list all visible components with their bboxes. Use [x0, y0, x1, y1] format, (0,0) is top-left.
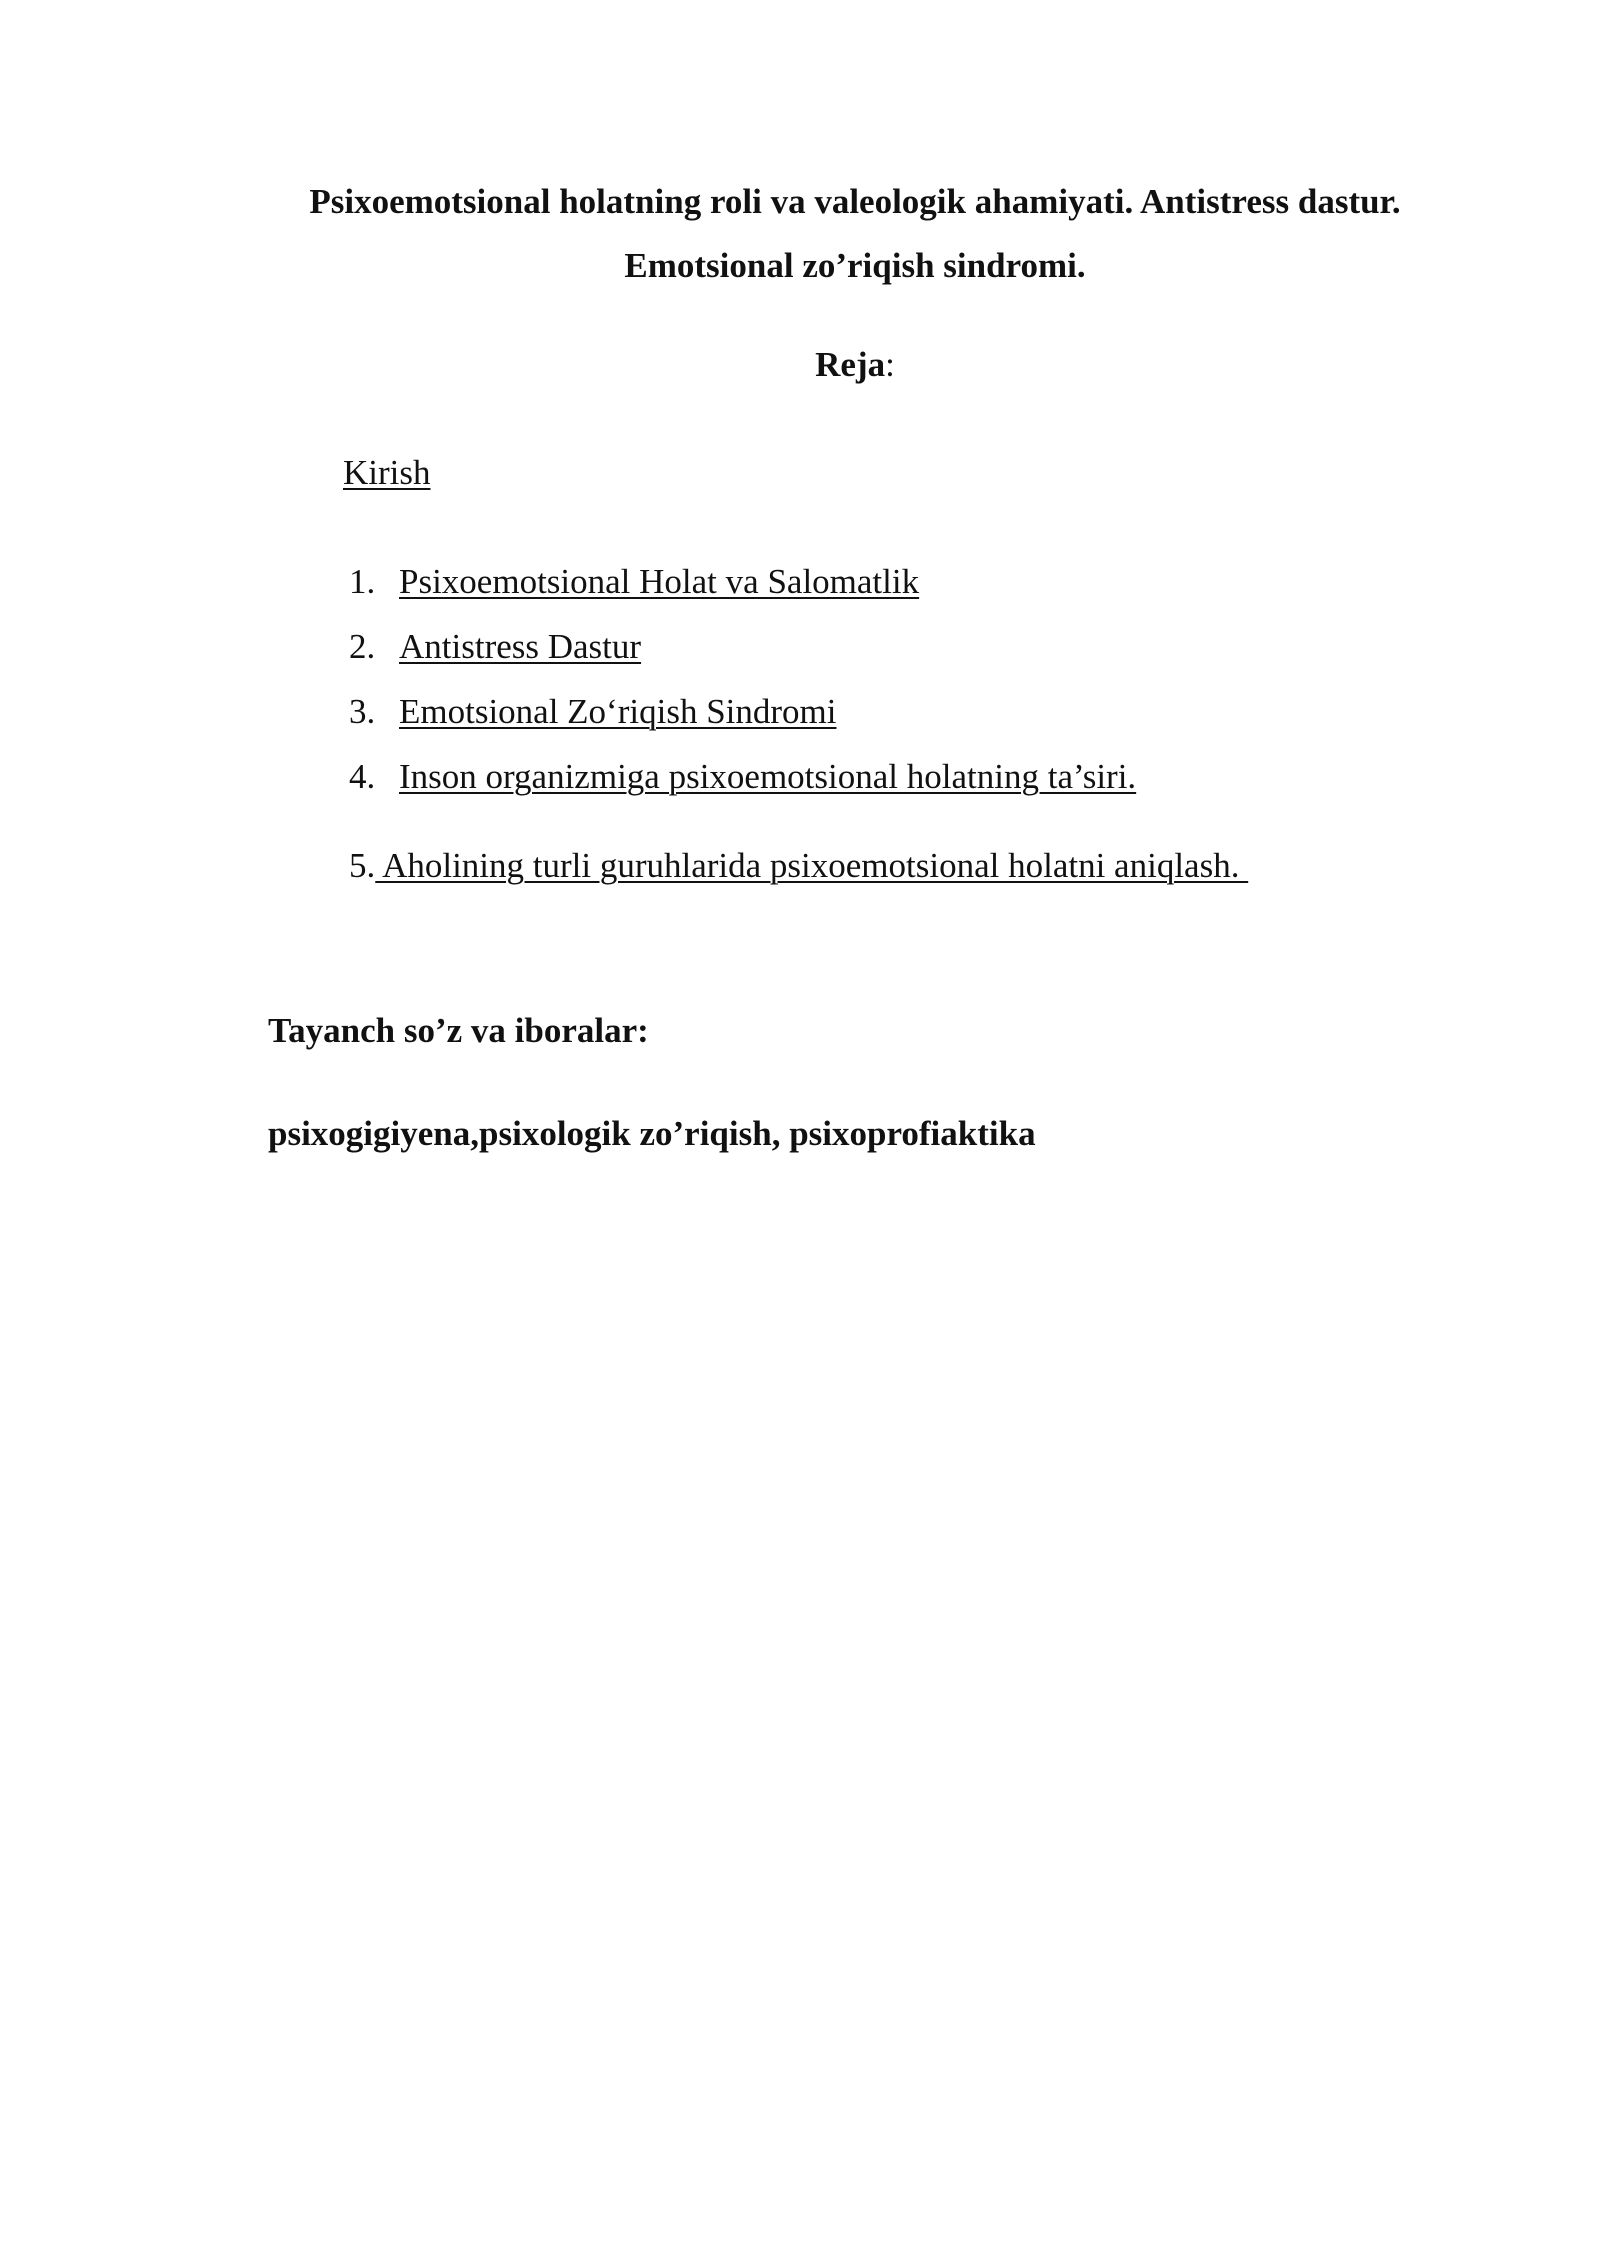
plan-item-number: 5. — [349, 846, 376, 885]
plan-item-link[interactable]: Antistress Dastur — [399, 627, 642, 666]
document-title: Psixoemotsional holatning roli va valeologik ahamiyati. Antistress dastur. Emotsional zo’riqish sindromi. — [309, 182, 1401, 285]
plan-item-link[interactable]: Psixoemotsional Holat va Salomatlik — [399, 562, 920, 601]
plan-item-number: 2. — [349, 627, 376, 666]
keywords-list: psixogigiyena,psixologik zo’riqish, psixoprofiaktika — [268, 1114, 1036, 1153]
plan-item — [314, 800, 1248, 932]
keywords-heading: Tayanch so’z va iboralar: — [268, 1011, 649, 1050]
plan-item-number: 4. — [349, 757, 376, 796]
plan-heading-colon: : — [885, 345, 895, 384]
plan-item-link[interactable]: Emotsional Zo‘riqish Sindromi — [399, 692, 837, 731]
plan-heading — [0, 343, 1600, 387]
plan-intro-link[interactable]: Kirish — [343, 453, 431, 492]
plan-heading-label: Reja — [815, 345, 886, 384]
plan-item-link[interactable]: Aholining turli guruhlarida psixoemotsional holatni aniqlash. — [375, 846, 1249, 885]
plan-item-number: 1. — [349, 562, 376, 601]
plan-item-link[interactable]: Inson organizmiga psixoemotsional holatning ta’siri. — [399, 757, 1137, 796]
plan-item-number: 3. — [349, 692, 376, 731]
